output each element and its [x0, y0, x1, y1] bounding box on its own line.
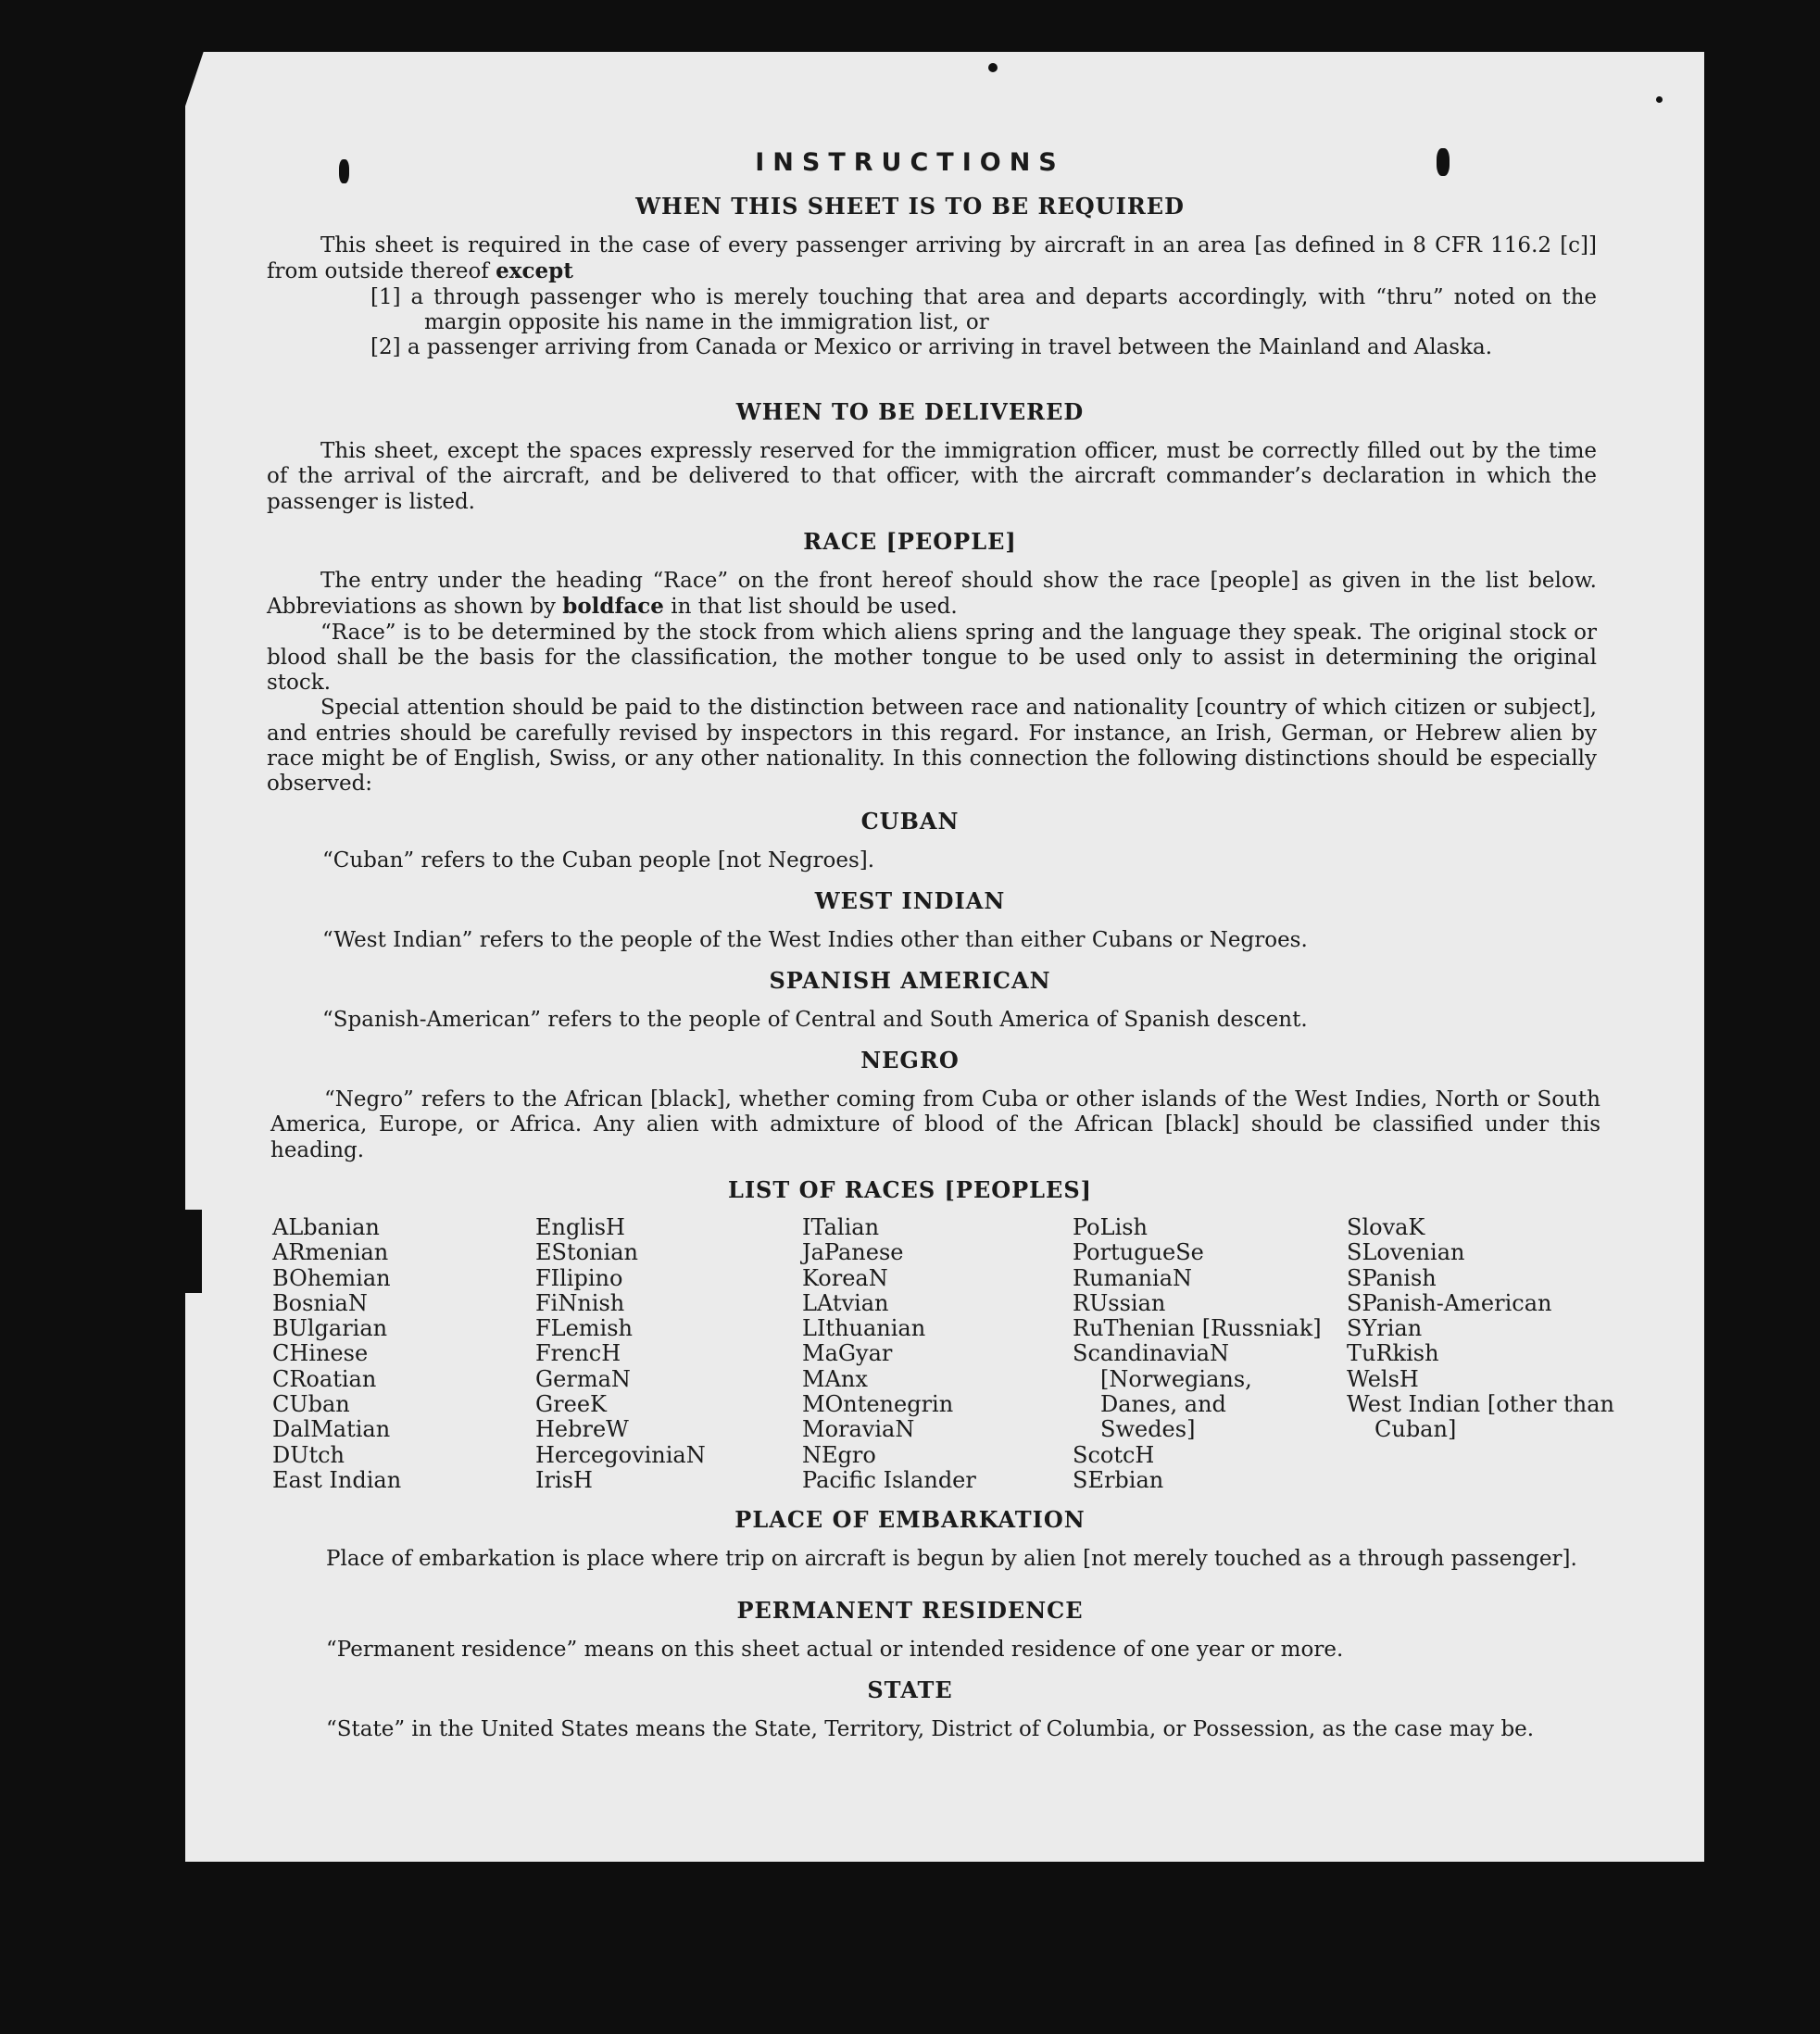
race-paragraph-1	[267, 569, 1597, 621]
race-item: FiNnish	[535, 1289, 625, 1316]
punch-mark-top	[988, 63, 998, 72]
race-item: HercegoviniaN	[535, 1441, 706, 1468]
race-item: EnglisH	[535, 1214, 625, 1240]
race-item: GermaN	[535, 1365, 631, 1392]
race-item: SPanish-American	[1347, 1289, 1552, 1316]
when-delivered-text: This sheet, except the spaces expressly reserved for the immigration officer, must be correctly filled out by the time of the arrival of the aircraft, and be delivered to that officer, with the aircraft commander’s declaration in which the passenger is listed.	[267, 439, 1597, 514]
race-item: BUlgarian	[272, 1315, 388, 1342]
race-item: MAnx	[802, 1365, 868, 1392]
when-required-intro	[267, 233, 1597, 285]
race-item: FIlipino	[535, 1264, 623, 1291]
heading-when-delivered: WHEN TO BE DELIVERED	[735, 398, 1085, 425]
race-item: BosniaN	[272, 1289, 368, 1316]
race-item: RumaniaN	[1073, 1264, 1193, 1291]
edge-mark-right	[1656, 96, 1663, 103]
race-item: CRoatian	[272, 1365, 377, 1392]
heading-list-of-races: LIST OF RACES [PEOPLES]	[727, 1176, 1093, 1203]
race-item: SlovaK	[1347, 1214, 1425, 1240]
page-notch	[185, 1210, 202, 1293]
section-embarkation	[272, 1547, 1602, 1572]
race-item: WelsH	[1347, 1365, 1419, 1392]
negro-text: “Negro” refers to the African [black], whether coming from Cuba or other islands of the West Indies, North or South America, Europe, or Africa. Any alien with admixture of blood of the African [black] should be classified under this heading.	[270, 1087, 1600, 1162]
race-item: DUtch	[272, 1441, 345, 1468]
heading-race: RACE [PEOPLE]	[803, 528, 1017, 555]
race-item: ITalian	[802, 1214, 880, 1240]
race-item: SErbian	[1073, 1466, 1164, 1493]
race-item: JaPanese	[802, 1239, 904, 1266]
when-required-intro-text: This sheet is required in the case of every passenger arriving by aircraft in an area [as defined in 8 CFR 116.2 [c]] from outside thereof	[267, 233, 1597, 284]
state-text: “State” in the United States means the State, Territory, District of Columbia, or Possession, as the case may be.	[326, 1717, 1535, 1741]
race-item: FLemish	[535, 1315, 633, 1342]
heading-when-required: WHEN THIS SHEET IS TO BE REQUIRED	[635, 193, 1185, 220]
race-item: West Indian [other than Cuban]	[1347, 1391, 1614, 1443]
embarkation-text: Place of embarkation is place where trip on aircraft is begun by alien [not merely touched as a through passenger].	[326, 1547, 1577, 1571]
races-column-4	[1073, 1215, 1323, 1493]
race-item: GreeK	[535, 1391, 607, 1418]
when-required-item-2: [2] a passenger arriving from Canada or Mexico or arriving in travel between the Mainland and Alaska.	[370, 335, 1493, 360]
race-item: EStonian	[535, 1239, 638, 1266]
race-item: TuRkish	[1347, 1340, 1439, 1367]
boldface-keyword: boldface	[562, 594, 664, 620]
section-race	[267, 569, 1597, 797]
race-p1-text-c: in that list should be used.	[671, 595, 958, 620]
race-item: ScotcH	[1073, 1441, 1155, 1468]
heading-place-of-embarkation: PLACE OF EMBARKATION	[734, 1506, 1086, 1533]
heading-state: STATE	[867, 1676, 953, 1703]
heading-permanent-residence: PERMANENT RESIDENCE	[736, 1597, 1084, 1624]
race-item: NEgro	[802, 1441, 876, 1468]
race-item: PortugueSe	[1073, 1239, 1204, 1266]
race-item: IrisH	[535, 1466, 593, 1493]
race-paragraph-3: Special attention should be paid to the distinction between race and nationality [country of which citizen or subject], and entries should be carefully revised by inspectors in this regard. For instance, an Irish, German, or Hebrew alien by race might be of English, Swiss, or any other nationality. In this connection the following distinctions should be especially observed:	[267, 696, 1597, 797]
race-item: CUban	[272, 1391, 350, 1418]
race-item: MaGyar	[802, 1340, 893, 1367]
race-item: HebreW	[535, 1416, 629, 1443]
spanish-american-text: “Spanish-American” refers to the people of Central and South America of Spanish descent.	[322, 1008, 1308, 1032]
race-item: Pacific Islander	[802, 1466, 976, 1493]
west-indian-text: “West Indian” refers to the people of the West Indies other than either Cubans or Negroes.	[322, 928, 1308, 952]
cuban-text: “Cuban” refers to the Cuban people [not Negroes].	[322, 848, 875, 873]
race-p1-text-a: The entry under the heading “Race” on the front hereof should show the race [people] as given in the list below. Abbreviations as shown by	[267, 569, 1597, 620]
heading-negro: NEGRO	[860, 1047, 960, 1074]
race-item: DalMatian	[272, 1416, 391, 1443]
race-item: FrencH	[535, 1340, 621, 1367]
races-column-5	[1347, 1215, 1615, 1443]
section-negro	[270, 1087, 1600, 1163]
races-column-3	[802, 1215, 1080, 1493]
race-item: KoreaN	[802, 1264, 888, 1291]
section-state	[272, 1717, 1602, 1742]
race-item: East Indian	[272, 1466, 402, 1493]
race-item: SLovenian	[1347, 1239, 1465, 1266]
race-item: PoLish	[1073, 1214, 1148, 1240]
heading-west-indian: WEST INDIAN	[814, 887, 1006, 914]
race-paragraph-2: “Race” is to be determined by the stock from which aliens spring and the language they speak. The original stock or blood shall be the basis for the classification, the mother tongue to be used only to assist in determining the original stock.	[267, 620, 1597, 696]
when-required-item-1: [1] a through passenger who is merely touching that area and departs accordingly, with “thru” noted on the margin opposite his name in the immigration list, or	[370, 284, 1597, 334]
heading-cuban: CUBAN	[860, 808, 960, 835]
race-item: ALbanian	[272, 1214, 380, 1240]
race-item: ARmenian	[272, 1239, 389, 1266]
race-item: LAtvian	[802, 1289, 889, 1316]
race-item: ScandinaviaN [Norwegians, Danes, and Swedes]	[1073, 1340, 1252, 1443]
except-keyword: except	[496, 258, 573, 284]
race-item: SYrian	[1347, 1315, 1423, 1342]
race-item: RUssian	[1073, 1289, 1166, 1316]
section-when-delivered	[267, 439, 1597, 515]
race-item: MoraviaN	[802, 1416, 915, 1443]
race-item: CHinese	[272, 1340, 369, 1367]
race-item: MOntenegrin	[802, 1391, 954, 1418]
residence-text: “Permanent residence” means on this sheet actual or intended residence of one year or more.	[326, 1638, 1344, 1662]
heading-spanish-american: SPANISH AMERICAN	[769, 967, 1051, 994]
race-item: BOhemian	[272, 1264, 391, 1291]
document-title: INSTRUCTIONS	[755, 148, 1065, 177]
races-column-1	[272, 1215, 550, 1493]
race-item: RuThenian [Russniak]	[1073, 1315, 1322, 1342]
races-column-2	[535, 1215, 813, 1493]
section-when-required	[267, 233, 1597, 360]
race-item: LIthuanian	[802, 1315, 926, 1342]
race-item: SPanish	[1347, 1264, 1437, 1291]
